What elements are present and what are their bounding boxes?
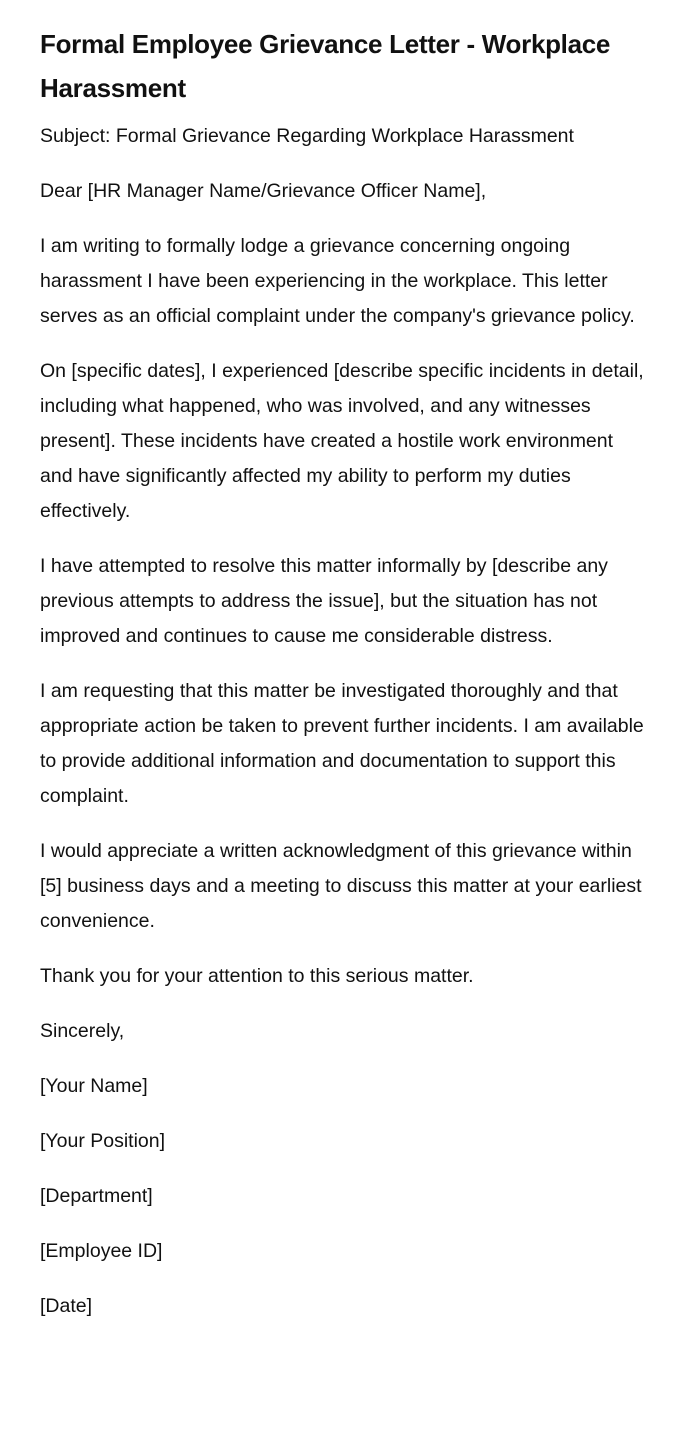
greeting: Dear [HR Manager Name/Grievance Officer Name],	[40, 180, 487, 202]
paragraph-incidents: On [specific dates], I experienced [describe specific incidents in detail, including what happened, who was involved, and any witnesses present]. These incidents have created a hostile work environment and have significantly affected my ability to perform my duties effectively.	[40, 360, 644, 522]
signature-date: [Date]	[40, 1295, 93, 1317]
signature-position: [Your Position]	[40, 1130, 166, 1152]
paragraph-acknowledgment: I would appreciate a written acknowledgment of this grievance within [5] business days and a meeting to discuss this matter at your earliest convenience.	[40, 840, 642, 932]
closing: Sincerely,	[40, 1020, 125, 1042]
paragraph-prior-attempts: I have attempted to resolve this matter informally by [describe any previous attempts to address the issue], but the situation has not improved and continues to cause me considerable distress.	[40, 555, 608, 647]
document-title: Formal Employee Grievance Letter - Workplace Harassment	[40, 29, 611, 103]
paragraph-thanks: Thank you for your attention to this serious matter.	[40, 965, 474, 987]
paragraph-request: I am requesting that this matter be investigated thoroughly and that appropriate action be taken to prevent further incidents. I am available to provide additional information and documentation to support this complaint.	[40, 680, 644, 807]
signature-name: [Your Name]	[40, 1075, 148, 1097]
signature-department: [Department]	[40, 1185, 153, 1207]
subject-line: Subject: Formal Grievance Regarding Workplace Harassment	[40, 125, 574, 147]
signature-employee-id: [Employee ID]	[40, 1240, 163, 1262]
paragraph-intro: I am writing to formally lodge a grievance concerning ongoing harassment I have been experiencing in the workplace. This letter serves as an official complaint under the company's grievance policy.	[40, 235, 635, 327]
